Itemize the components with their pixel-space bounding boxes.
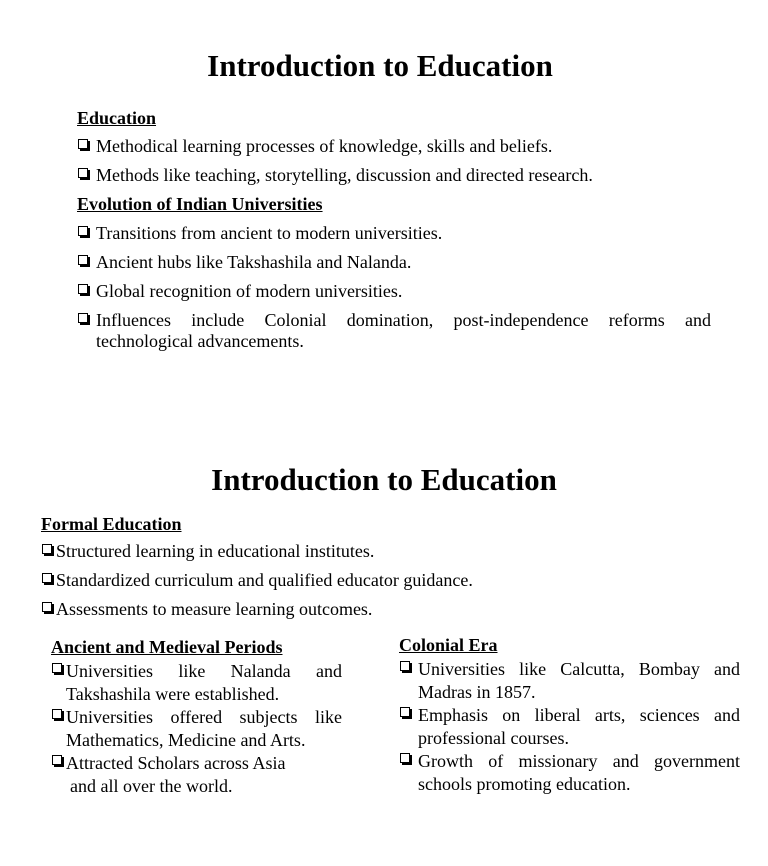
checkbox-bullet-icon bbox=[78, 139, 88, 149]
checkbox-bullet-icon bbox=[52, 755, 62, 765]
list-item-text: Methods like teaching, storytelling, discussion and directed research. bbox=[96, 165, 593, 185]
list-item bbox=[78, 281, 718, 302]
slide-title: Introduction to Education bbox=[207, 48, 553, 83]
checkbox-bullet-icon bbox=[400, 707, 410, 717]
list-item-text: Attracted Scholars across Asia bbox=[66, 753, 286, 773]
list-item bbox=[42, 541, 742, 562]
list-item bbox=[400, 658, 740, 704]
list-item-text: Growth of missionary and government schools promoting education. bbox=[418, 751, 740, 794]
section-heading-ancient-medieval: Ancient and Medieval Periods bbox=[51, 637, 283, 657]
list-item-text: Emphasis on liberal arts, sciences and professional courses. bbox=[418, 705, 740, 748]
list-item-text: Universities offered subjects like Mathematics, Medicine and Arts. bbox=[66, 707, 342, 750]
list-item bbox=[78, 223, 718, 244]
list-item bbox=[52, 706, 342, 752]
checkbox-bullet-icon bbox=[78, 226, 88, 236]
list-item-text: Global recognition of modern universities. bbox=[96, 281, 403, 301]
list-item bbox=[42, 570, 742, 591]
list-item bbox=[78, 165, 718, 186]
section-heading-education: Education bbox=[77, 108, 157, 128]
list-item-text: Structured learning in educational institutes. bbox=[56, 541, 375, 561]
list-item bbox=[78, 310, 711, 352]
list-item-text: Standardized curriculum and qualified educator guidance. bbox=[56, 570, 473, 590]
checkbox-bullet-icon bbox=[42, 573, 52, 583]
slide-title: Introduction to Education bbox=[211, 462, 557, 497]
section-heading-evolution: Evolution of Indian Universities bbox=[77, 194, 323, 214]
slide-2 bbox=[0, 420, 768, 866]
checkbox-bullet-icon bbox=[78, 313, 88, 323]
list-item bbox=[400, 704, 740, 750]
checkbox-bullet-icon bbox=[400, 661, 410, 671]
list-item-text: Universities like Calcutta, Bombay and Madras in 1857. bbox=[418, 659, 740, 702]
checkbox-bullet-icon bbox=[78, 284, 88, 294]
list-item-text: Transitions from ancient to modern universities. bbox=[96, 223, 443, 243]
list-item-text: and all over the world. bbox=[70, 776, 233, 796]
checkbox-bullet-icon bbox=[52, 663, 62, 673]
list-item-continuation bbox=[70, 775, 340, 798]
list-item-text: Universities like Nalanda and Takshashila were established. bbox=[66, 661, 342, 704]
list-item-text: Methodical learning processes of knowledge, skills and beliefs. bbox=[96, 136, 553, 156]
list-item-text: Influences include Colonial domination, post-independence reforms and technological advancements. bbox=[96, 310, 711, 351]
checkbox-bullet-icon bbox=[78, 168, 88, 178]
checkbox-bullet-icon bbox=[42, 602, 52, 612]
section-heading-formal-education: Formal Education bbox=[41, 514, 182, 534]
slide-1 bbox=[0, 0, 768, 420]
checkbox-bullet-icon bbox=[52, 709, 62, 719]
list-item bbox=[42, 599, 742, 620]
list-item-text: Assessments to measure learning outcomes. bbox=[56, 599, 373, 619]
list-item-text: Ancient hubs like Takshashila and Nalanda. bbox=[96, 252, 412, 272]
checkbox-bullet-icon bbox=[42, 544, 52, 554]
section-heading-colonial-era: Colonial Era bbox=[399, 635, 498, 655]
checkbox-bullet-icon bbox=[78, 255, 88, 265]
list-item bbox=[400, 750, 740, 796]
list-item bbox=[78, 136, 718, 157]
list-item bbox=[78, 252, 718, 273]
checkbox-bullet-icon bbox=[400, 753, 410, 763]
list-item bbox=[52, 660, 342, 706]
list-item bbox=[52, 752, 342, 775]
